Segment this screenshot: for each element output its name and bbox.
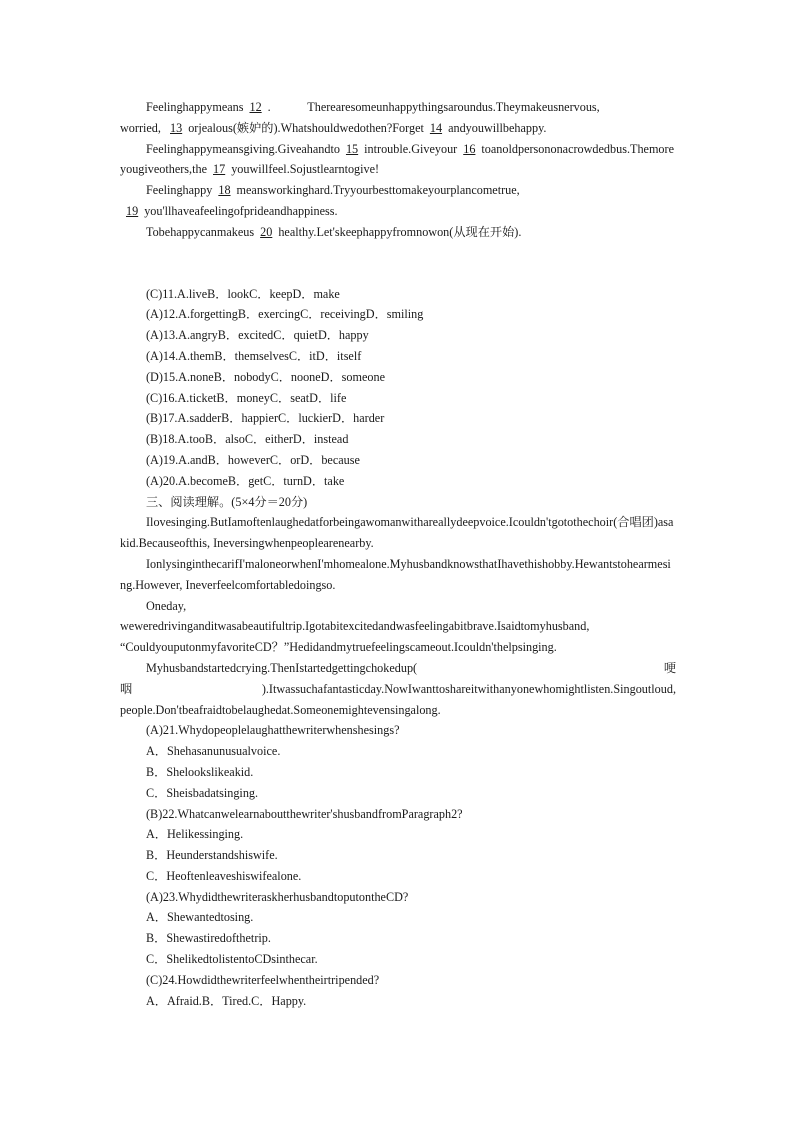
cloze-text: orjealous( [188, 120, 237, 135]
cloze-text: Feelinghappymeans [146, 100, 244, 114]
chinese-gloss: 哽 [663, 660, 676, 675]
question-23-option-c: C．ShelikedtolistentoCDsinthecar. [146, 952, 318, 967]
cloze-text: ). [514, 224, 522, 239]
question-23-option-b: B．Shewastiredofthetrip. [146, 931, 271, 946]
answer-option-13: (A)13.A.angryB．excitedC．quietD．happy [146, 328, 369, 343]
answer-option-12: (A)12.A.forgettingB．exercingC．receivingD．smiling [146, 307, 424, 322]
answer-option-16: (C)16.A.ticketB．moneyC．seatD．life [146, 390, 347, 405]
reading-paragraph-3-line-2: weweredrivinganditwasabeautifultrip.Igotabitexcitedandwasfeelingabitbrave.Isaidtomyhusband, [120, 619, 590, 634]
question-21-option-c: C．Sheisbadatsinging. [146, 785, 259, 800]
cloze-text: youwillfeel.Sojustlearntogive! [231, 162, 380, 177]
question-22-option-b: B．Heunderstandshiswife. [146, 848, 278, 863]
cloze-text: you'llhaveafeelingofprideandhappiness. [144, 203, 338, 218]
reading-text: ).Itwassuchafantasticday.NowIwanttoshareitwithanyonewhomightlisten.Singoutloud, [261, 681, 676, 696]
question-22-option-a: A．Helikessinging. [146, 827, 244, 842]
blank-18: 18 [218, 183, 231, 198]
cloze-text: introuble.Giveyour [364, 141, 458, 156]
cloze-text: ).Whatshouldwedothen?Forget [273, 120, 424, 135]
answer-option-18: (B)18.A.tooB．alsoC．eitherD．instead [146, 432, 349, 447]
blank-20: 20 [260, 224, 273, 239]
blank-15: 15 [345, 141, 359, 156]
answer-option-15: (D)15.A.noneB．nobodyC．nooneD．someone [146, 369, 385, 384]
reading-paragraph-3-line-3: “CouldyouputonmyfavoriteCD？”Hedidandmytruefeelingscameout.Icouldn'thelpsinging. [120, 640, 557, 655]
reading-paragraph-4-line-1 [120, 658, 676, 679]
chinese-gloss: 从现在开始 [453, 224, 515, 239]
cloze-text: andyouwillbehappy. [448, 120, 547, 135]
cloze-text: Tobehappycanmakeus [146, 224, 255, 239]
question-21-option-b: B．Shelookslikeakid. [146, 764, 254, 779]
answer-option-14: (A)14.A.themB．themselvesC．itD．itself [146, 348, 362, 363]
question-21-option-a: A．Shehasanunusualvoice. [146, 744, 281, 759]
chinese-gloss: 咽 [120, 681, 133, 696]
cloze-text: . [267, 100, 271, 114]
cloze-text: meansworkinghard.Tryyourbesttomakeyourplancometrue, [236, 183, 520, 198]
question-23-option-a: A．Shewantedtosing. [146, 910, 254, 925]
reading-paragraph-3-line-1: Oneday, [146, 598, 187, 613]
blank-14: 14 [429, 120, 443, 135]
question-23: (A)23.WhydidthewriteraskherhusbandtoputontheCD? [146, 889, 409, 904]
document-content [120, 97, 676, 1011]
blank-13: 13 [170, 120, 183, 135]
cloze-paragraph-3-line-1 [120, 180, 676, 201]
question-21: (A)21.Whydopeoplelaughatthewriterwhenshesings? [146, 723, 400, 738]
chinese-gloss: 嫉妒的 [236, 120, 274, 135]
blank-16: 16 [463, 141, 476, 156]
cloze-text: healthy.Let'skeephappyfromnowon( [278, 224, 454, 239]
cloze-paragraph-4 [120, 222, 676, 243]
blank-17: 17 [213, 162, 226, 177]
cloze-paragraph-1-line-1 [120, 97, 676, 118]
blank-12: 12 [249, 100, 262, 114]
cloze-paragraph-3-line-2 [120, 201, 676, 222]
cloze-text: Therearesomeunhappythingsaroundus.Theymakeusnervous, [307, 100, 600, 114]
cloze-text: Feelinghappymeansgiving.Giveahandto [146, 141, 340, 156]
answer-option-19: (A)19.A.andB．howeverC．orD．because [146, 452, 360, 467]
cloze-paragraph-2 [120, 139, 676, 181]
answer-option-17: (B)17.A.sadderB．happierC．luckierD．harder [146, 411, 385, 426]
question-24: (C)24.Howdidthewriterfeelwhentheirtripended? [146, 972, 380, 987]
question-22: (B)22.Whatcanwelearnaboutthewriter'shusbandfromParagraph2? [146, 806, 463, 821]
reading-section-header: 三、阅读理解。(5×4分＝20分) [146, 494, 308, 509]
cloze-text: Feelinghappy [146, 183, 213, 198]
cloze-paragraph-1-line-2 [120, 118, 676, 139]
blank-19: 19 [126, 203, 139, 218]
question-24-options: A．Afraid.B．Tired.C．Happy. [146, 993, 307, 1008]
reading-paragraph-4-line-3: people.Don'tbeafraidtobelaughedat.Someonemightevensingalong. [120, 702, 441, 717]
reading-paragraph-4-line-2 [120, 679, 676, 700]
cloze-text: toanoldpersononacrowdedbus.Themoreyougiveothers,the [120, 141, 674, 177]
reading-paragraph-2: IonlysinginthecarifI'maloneorwhenI'mhomealone.MyhusbandknowsthatIhavethishobby.Hewantstohearmesing.However, Ineverfeelcomfortabledoingso. [120, 556, 671, 592]
answer-option-20: (A)20.A.becomeB．getC．turnD．take [146, 473, 345, 488]
reading-text: Myhusbandstartedcrying.ThenIstartedgettingchokedup( [146, 660, 418, 675]
reading-paragraph-1: Ilovesinging.ButIamoftenlaughedatforbeingawomanwithareallydeepvoice.Icouldn'tgotothechoir(合唱团)asakid.Becauseofthis, Ineversingwhenpeoplearenearby. [120, 515, 674, 551]
cloze-text: worried, [120, 120, 161, 135]
question-22-option-c: C．Heoftenleaveshiswifealone. [146, 868, 302, 883]
answer-option-11: (C)11.A.liveB．lookC．keepD．make [146, 286, 340, 301]
